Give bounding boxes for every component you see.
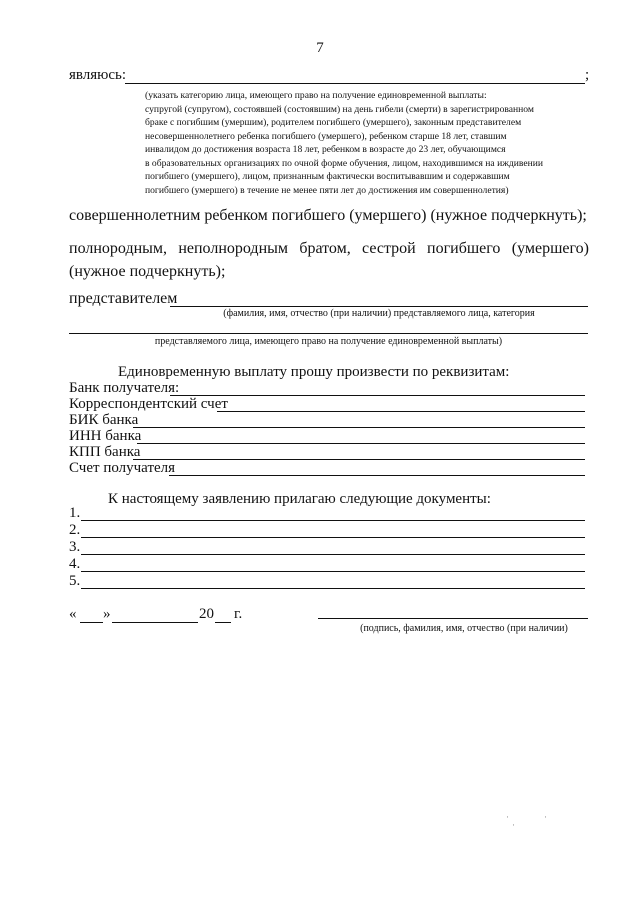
attachments-heading: К настоящему заявлению прилагаю следующие документы: xyxy=(108,491,491,507)
recipient-account-label: Счет получателя xyxy=(69,460,176,476)
bik-label: БИК банка xyxy=(69,412,139,428)
attachment-line[interactable] xyxy=(81,520,585,521)
signature-line[interactable] xyxy=(318,618,588,619)
date-year-line[interactable] xyxy=(215,622,231,623)
note-line: погибшего (умершего) в течение не менее пяти лет до достижения им совершеннолетия) xyxy=(145,184,509,196)
scan-speck: · xyxy=(512,820,515,830)
attachment-line[interactable] xyxy=(81,537,585,538)
attachment-line[interactable] xyxy=(81,588,585,589)
date-month-line[interactable] xyxy=(112,622,198,623)
bank-recipient-label: Банк получателя: xyxy=(69,380,180,396)
representative-line-2[interactable] xyxy=(69,333,588,334)
date-year-prefix: 20 xyxy=(199,606,214,622)
date-close-quote: » xyxy=(103,606,111,622)
note-line: погибшего (умершего), лицом, признанным фактически воспитывавшим и содержавшим xyxy=(145,171,510,182)
representative-line-1[interactable] xyxy=(170,306,588,307)
adult-child-option: совершеннолетним ребенком погибшего (умершего) (нужное подчеркнуть); xyxy=(69,207,587,224)
date-year-suffix: г. xyxy=(234,606,243,622)
note-line: в образовательных организациях по очной форме обучения, лицом, находившимся на иждивении xyxy=(145,157,543,169)
payment-heading: Единовременную выплату прошу произвести по реквизитам: xyxy=(118,364,510,380)
attachment-item[interactable] xyxy=(69,539,589,557)
attachment-item[interactable] xyxy=(69,505,589,523)
note-line: (указать категорию лица, имеющего право на получение единовременной выплаты: xyxy=(145,90,487,101)
attachment-item[interactable] xyxy=(69,556,589,574)
date-open-quote: « xyxy=(69,606,77,622)
correspondent-account-label: Корреспондентский счет xyxy=(69,396,228,412)
attachment-number: 2. xyxy=(69,522,81,538)
category-note xyxy=(145,89,588,197)
attachment-number: 5. xyxy=(69,573,81,589)
attachment-number: 1. xyxy=(69,505,81,521)
being-label: являюсь: xyxy=(69,67,127,83)
scan-speck: · xyxy=(544,812,547,822)
page-number: 7 xyxy=(316,40,324,56)
representative-label: представителем xyxy=(69,290,178,307)
recipient-account-field[interactable] xyxy=(69,460,589,478)
attachment-line[interactable] xyxy=(81,571,585,572)
note-line: несовершеннолетнего ребенка погибшего (умершего), ребенком старше 18 лет, ставшим xyxy=(145,130,507,142)
attachment-number: 4. xyxy=(69,556,81,572)
sibling-option: полнородным, неполнородным братом, сестрой погибшего (умершего) (нужное подчеркнуть); xyxy=(69,240,589,280)
representative-caption-1: (фамилия, имя, отчество (при наличии) представляемого лица, категория xyxy=(223,308,535,319)
scan-speck: · xyxy=(506,812,509,822)
attachment-number: 3. xyxy=(69,539,81,555)
date-day-line[interactable] xyxy=(80,622,103,623)
note-line: супругой (супругом), состоявшей (состоявшим) на день гибели (смерти) в зарегистрированном xyxy=(145,103,534,115)
kpp-label: КПП банка xyxy=(69,444,141,460)
representative-caption-2: представляемого лица, имеющего право на получение единовременной выплаты) xyxy=(154,336,503,347)
signature-caption: (подпись, фамилия, имя, отчество (при наличии) xyxy=(360,623,568,634)
attachment-item[interactable] xyxy=(69,522,589,540)
being-line[interactable] xyxy=(125,83,585,84)
note-line: браке с погибшим (умершим), родителем погибшего (умершего), законным представителем xyxy=(145,117,522,128)
inn-label: ИНН банка xyxy=(69,428,142,444)
attachment-item[interactable] xyxy=(69,573,589,591)
note-line: инвалидом до достижения возраста 18 лет, ребенком в возрасте до 23 лет, обучающимся xyxy=(145,144,506,155)
attachment-line[interactable] xyxy=(81,554,585,555)
being-terminator: ; xyxy=(585,67,590,83)
recipient-account-line[interactable] xyxy=(169,475,585,476)
